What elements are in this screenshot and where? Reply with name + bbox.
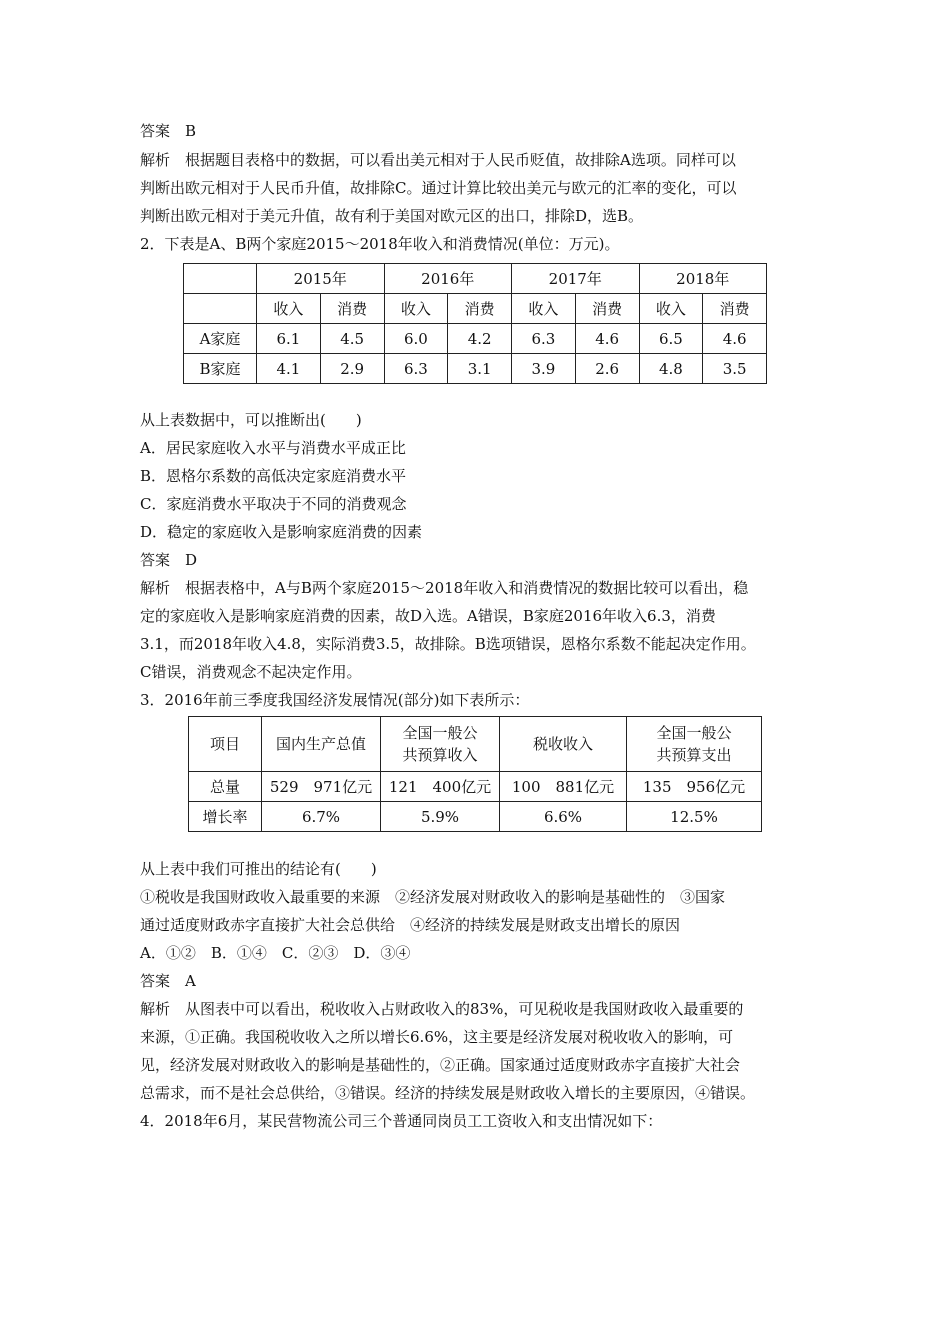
q3-analysis-line: 解析 从图表中可以看出，税收收入占财政收入的83%，可见税收是我国财政收入最重要的: [140, 1000, 744, 1018]
header-line: 共预算支出: [656, 746, 732, 764]
option-a: A．居民家庭收入水平与消费水平成正比: [140, 439, 406, 457]
header-cell: [381, 717, 500, 772]
table-row: [189, 772, 762, 802]
q3-prompt: 从上表中我们可推出的结论有( ): [140, 860, 377, 878]
table-cell: 6.1: [257, 324, 321, 354]
q2-analysis-line: 解析 根据表格中，A与B两个家庭2015～2018年收入和消费情况的数据比较可以看出，稳: [140, 579, 749, 597]
table-cell: 121 400亿元: [381, 772, 500, 802]
header-line: 全国一般公: [656, 724, 732, 742]
year-header: 2015年: [257, 264, 385, 294]
header-line: 全国一般公: [402, 724, 478, 742]
q1-analysis-line: 解析 根据题目表格中的数据，可以看出美元相对于人民币贬值，故排除A选项。同样可以: [140, 151, 736, 169]
row-label: 总量: [189, 772, 262, 802]
row-label: 增长率: [189, 802, 262, 832]
table-cell: 6.7%: [262, 802, 381, 832]
subheader-cell: 收入: [257, 294, 321, 324]
table-cell: 529 971亿元: [262, 772, 381, 802]
q2-analysis-line: 3.1，而2018年收入4.8，实际消费3.5，故排除。B选项错误，恩格尔系数不能起决定作用。: [140, 635, 756, 653]
q1-analysis-line: 判断出欧元相对于美元升值，故有利于美国对欧元区的出口，排除D，选B。: [140, 207, 644, 225]
table-row: [189, 802, 762, 832]
option-d: D．稳定的家庭收入是影响家庭消费的因素: [140, 523, 423, 541]
q3-economy-table: [188, 716, 762, 832]
q3-analysis-line: 见，经济发展对财政收入的影响是基础性的，②正确。国家通过适度财政赤字直接扩大社会: [140, 1056, 741, 1074]
q2-prompt: 从上表数据中，可以推断出( ): [140, 411, 362, 429]
q3-stem: 3．2016年前三季度我国经济发展情况(部分)如下表所示：: [140, 691, 530, 709]
q3-statement-line: ①税收是我国财政收入最重要的来源 ②经济发展对财政收入的影响是基础性的 ③国家: [140, 888, 726, 906]
table-cell: 4.8: [639, 354, 703, 384]
table-cell: 3.5: [703, 354, 767, 384]
subheader-cell: 收入: [512, 294, 576, 324]
table-cell: 6.0: [384, 324, 448, 354]
q2-analysis-line: 定的家庭收入是影响家庭消费的因素，故D入选。A错误，B家庭2016年收入6.3，消费: [140, 607, 716, 625]
q2-analysis-line: C错误，消费观念不起决定作用。: [140, 663, 362, 681]
header-cell: 税收收入: [500, 717, 627, 772]
table-cell: 4.5: [320, 324, 384, 354]
q3-analysis-line: 总需求，而不是社会总供给，③错误。经济的持续发展是财政收入增长的主要原因，④错误。: [140, 1084, 756, 1102]
table-row: [184, 354, 767, 384]
row-label: B家庭: [184, 354, 257, 384]
header-cell: [627, 717, 762, 772]
subheader-cell: 消费: [448, 294, 512, 324]
table-cell: 3.1: [448, 354, 512, 384]
table-row: [184, 264, 767, 294]
table-cell: 2.6: [575, 354, 639, 384]
table-cell: 4.2: [448, 324, 512, 354]
q3-statement-line: 通过适度财政赤字直接扩大社会总供给 ④经济的持续发展是财政支出增长的原因: [140, 916, 681, 934]
table-empty-cell: [184, 294, 257, 324]
subheader-cell: 收入: [384, 294, 448, 324]
table-cell: 6.5: [639, 324, 703, 354]
q3-analysis-line: 来源，①正确。我国税收收入之所以增长6.6%，这主要是经济发展对税收收入的影响，可: [140, 1028, 734, 1046]
subheader-cell: 消费: [320, 294, 384, 324]
year-header: 2016年: [384, 264, 512, 294]
subheader-cell: 消费: [575, 294, 639, 324]
header-cell: 国内生产总值: [262, 717, 381, 772]
year-header: 2018年: [639, 264, 767, 294]
table-cell: 100 881亿元: [500, 772, 627, 802]
q3-options: A．①② B．①④ C．②③ D．③④: [140, 944, 411, 962]
table-cell: 6.6%: [500, 802, 627, 832]
subheader-cell: 消费: [703, 294, 767, 324]
header-line: 共预算收入: [402, 746, 478, 764]
q2-answer: 答案 D: [140, 551, 198, 569]
year-header: 2017年: [512, 264, 640, 294]
table-cell: 4.1: [257, 354, 321, 384]
q1-answer: 答案 B: [140, 122, 197, 140]
header-cell: 项目: [189, 717, 262, 772]
q3-answer: 答案 A: [140, 972, 196, 990]
table-cell: 135 956亿元: [627, 772, 762, 802]
table-row: [184, 324, 767, 354]
table-cell: 6.3: [512, 324, 576, 354]
table-cell: 12.5%: [627, 802, 762, 832]
table-row: [184, 294, 767, 324]
q2-income-consumption-table: [183, 263, 767, 384]
option-b: B．恩格尔系数的高低决定家庭消费水平: [140, 467, 407, 485]
q4-stem: 4．2018年6月，某民营物流公司三个普通同岗员工工资收入和支出情况如下：: [140, 1112, 663, 1130]
table-row: [189, 717, 762, 772]
table-cell: 6.3: [384, 354, 448, 384]
q2-stem: 2．下表是A、B两个家庭2015～2018年收入和消费情况(单位：万元)。: [140, 235, 620, 253]
table-cell: 5.9%: [381, 802, 500, 832]
option-c: C．家庭消费水平取决于不同的消费观念: [140, 495, 407, 513]
table-cell: 2.9: [320, 354, 384, 384]
subheader-cell: 收入: [639, 294, 703, 324]
table-cell: 4.6: [575, 324, 639, 354]
q1-analysis-line: 判断出欧元相对于人民币升值，故排除C。通过计算比较出美元与欧元的汇率的变化，可以: [140, 179, 737, 197]
table-corner-cell: [184, 264, 257, 294]
table-cell: 3.9: [512, 354, 576, 384]
table-cell: 4.6: [703, 324, 767, 354]
row-label: A家庭: [184, 324, 257, 354]
